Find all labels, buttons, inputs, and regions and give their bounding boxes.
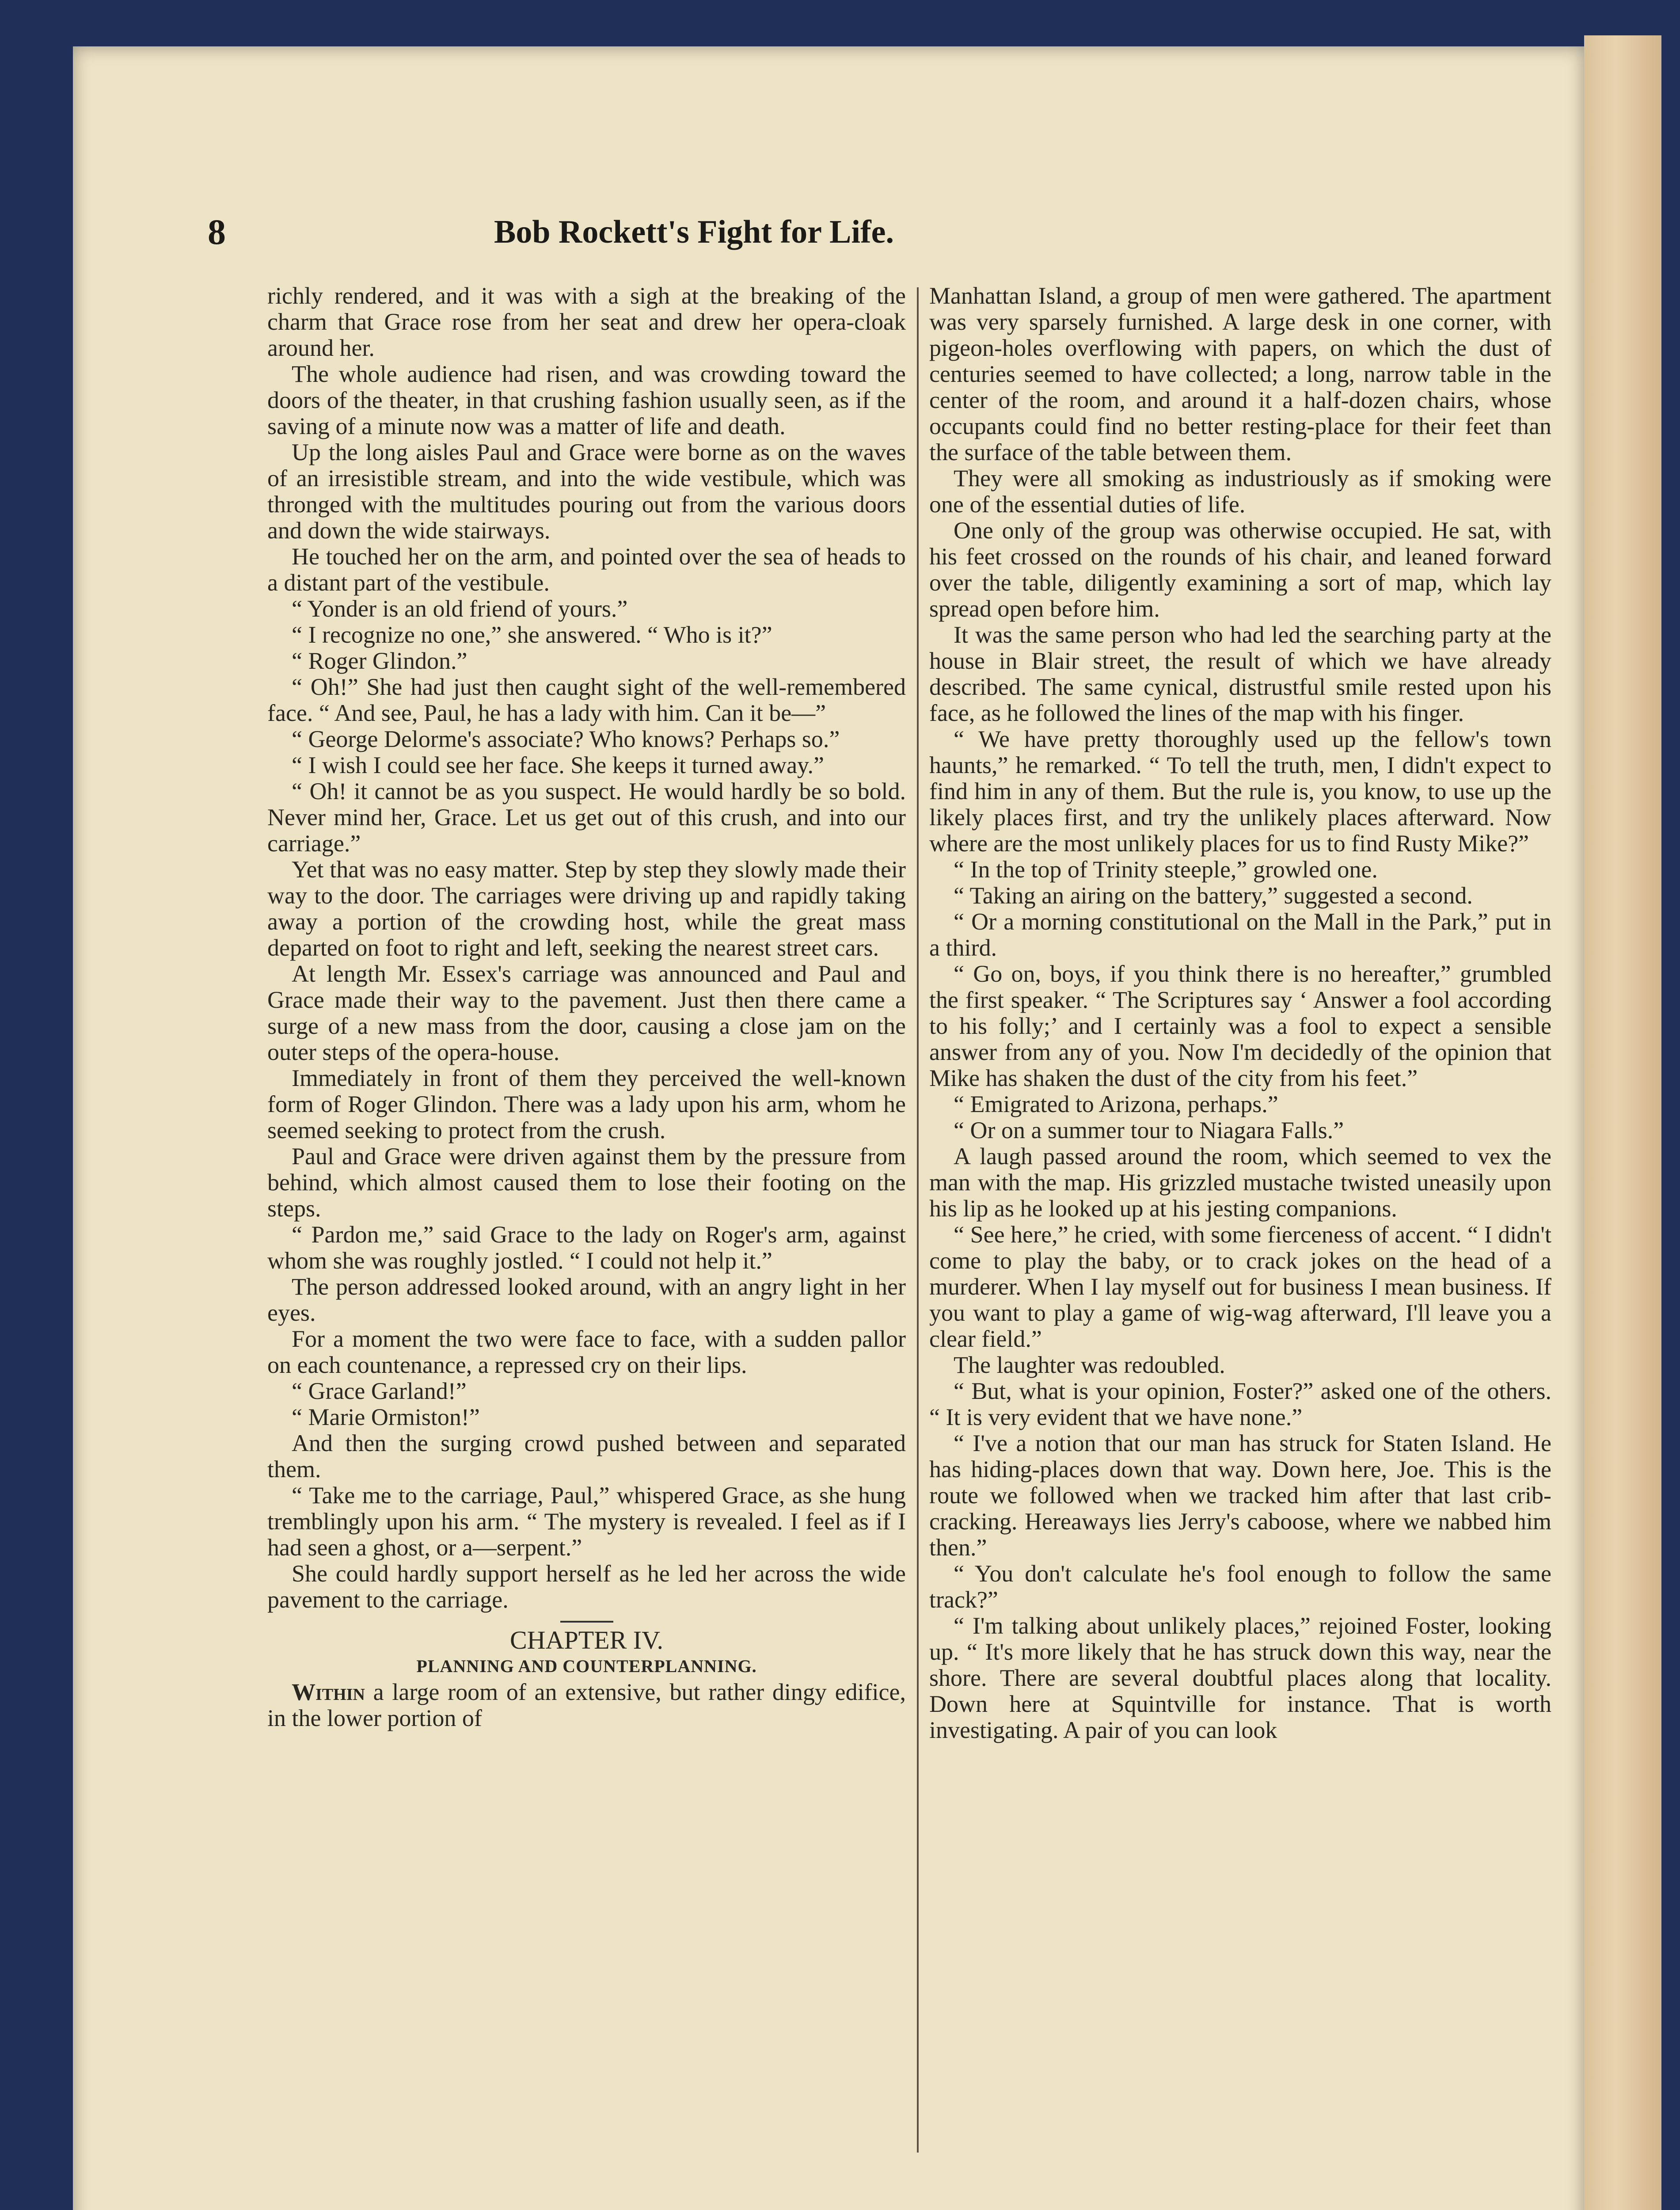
page-header xyxy=(208,199,1189,265)
paragraph: At length Mr. Essex's carriage was announced and Paul and Grace made their way to the pavement. Just then there came a surge of a new mass from the door, causing a close jam on the outer steps of the opera-house. xyxy=(267,960,906,1065)
paragraph: Immediately in front of them they perceived the well-known form of Roger Glindon. There was a lady upon his arm, whom he seemed seeking to protect from the crush. xyxy=(267,1065,906,1143)
paragraph: “ You don't calculate he's fool enough to follow the same track?” xyxy=(929,1560,1551,1613)
paragraph: It was the same person who had led the searching party at the house in Blair street, the result of which we have already described. The same cynical, distrustful smile rested upon his face, as he followed the lines of the map with his finger. xyxy=(929,621,1551,726)
paragraph: The whole audience had risen, and was crowding toward the doors of the theater, in that crushing fashion usually seen, as if the saving of a minute now was a matter of life and death. xyxy=(267,361,906,439)
paragraph: Up the long aisles Paul and Grace were borne as on the waves of an irresistible stream, and into the wide vestibule, which was thronged with the multitudes pouring out from the various doors and down the wide stairways. xyxy=(267,439,906,544)
paragraph: “ George Delorme's associate? Who knows? Perhaps so.” xyxy=(292,726,840,752)
paragraph: “ Taking an airing on the battery,” suggested a second. xyxy=(954,882,1473,909)
page-edge xyxy=(1584,35,1661,2210)
paragraph: “ I wish I could see her face. She keeps it turned away.” xyxy=(292,752,825,778)
paragraph: “ But, what is your opinion, Foster?” asked one of the others. “ It is very evident that we have none.” xyxy=(929,1378,1551,1430)
left-column xyxy=(267,283,906,2183)
paragraph: richly rendered, and it was with a sigh at the breaking of the charm that Grace rose from her seat and drew her opera-cloak around her. xyxy=(267,283,906,361)
paragraph: “ Or a morning constitutional on the Mall in the Park,” put in a third. xyxy=(929,908,1551,961)
chapter-title: CHAPTER IV. xyxy=(510,1626,663,1654)
paragraph: Manhattan Island, a group of men were gathered. The apartment was very sparsely furnished. A large desk in one corner, with pigeon-holes overflowing with papers, on which the dust of centuries seemed to have collected; a long, narrow table in the center of the room, and around it a half-dozen chairs, whose occupants could find no better resting-place for their feet than the surface of the table between them. xyxy=(929,283,1551,465)
paragraph: “ Oh! it cannot be as you suspect. He would hardly be so bold. Never mind her, Grace. Let us get out of this crush, and into our carriage.” xyxy=(267,778,906,857)
paragraph: “ I'm talking about unlikely places,” rejoined Foster, looking up. “ It's more likely that he has struck down this way, near the shore. There are several doubtful places along that locality. Down here at Squintville for instance. That is worth investigating. A pair of you can look xyxy=(929,1612,1551,1743)
paragraph: “ I recognize no one,” she answered. “ Who is it?” xyxy=(292,621,772,648)
running-title: Bob Rockett's Fight for Life. xyxy=(494,213,894,250)
chapter-opening-text: a large room of an extensive, but rather dingy edifice, in the lower portion of xyxy=(267,1679,906,1731)
paragraph: “ Emigrated to Arizona, perhaps.” xyxy=(954,1091,1278,1117)
paragraph: For a moment the two were face to face, with a sudden pallor on each countenance, a repressed cry on their lips. xyxy=(267,1326,906,1378)
right-column xyxy=(929,283,1551,2183)
paragraph: “ See here,” he cried, with some fierceness of accent. “ I didn't come to play the baby, or to crack jokes on the head of a murderer. When I lay myself out for business I mean business. If you want to play a game of wig-wag afterward, I'll leave you a clear field.” xyxy=(929,1221,1551,1352)
paragraph: “ Pardon me,” said Grace to the lady on Roger's arm, against whom she was roughly jostled. “ I could not help it.” xyxy=(267,1221,906,1274)
paragraph: He touched her on the arm, and pointed over the sea of heads to a distant part of the vestibule. xyxy=(267,543,906,596)
paragraph: The laughter was redoubled. xyxy=(954,1352,1225,1378)
chapter-opening xyxy=(267,1679,906,1731)
paragraph: A laugh passed around the room, which seemed to vex the man with the map. His grizzled mustache twisted uneasily upon his lip as he looked up at his jesting companions. xyxy=(929,1143,1551,1222)
paragraph: “ Oh!” She had just then caught sight of the well-remembered face. “ And see, Paul, he has a lady with him. Can it be—” xyxy=(267,674,906,726)
paragraph: “ Go on, boys, if you think there is no hereafter,” grumbled the first speaker. “ The Scriptures say ‘ Answer a fool according to his folly;’ and I certainly was a fool to expect a sensible answer from any of you. Now I'm decidedly of the opinion that Mike has shaken the dust of the city from his feet.” xyxy=(929,960,1551,1091)
paragraph: She could hardly support herself as he led her across the wide pavement to the carriage. xyxy=(267,1560,906,1613)
paragraph: “ Marie Ormiston!” xyxy=(292,1404,480,1430)
paragraph: “ Roger Glindon.” xyxy=(292,648,468,674)
chapter-divider xyxy=(560,1621,613,1623)
chapter-subtitle: PLANNING AND COUNTERPLANNING. xyxy=(416,1656,757,1676)
paragraph: Yet that was no easy matter. Step by step they slowly made their way to the door. The carriages were driving up and rapidly taking away a portion of the crowding host, while the great mass departed on foot to right and left, seeking the nearest street cars. xyxy=(267,856,906,961)
paragraph: “ I've a notion that our man has struck for Staten Island. He has hiding-places down that way. Down here, Joe. This is the route we followed when we tracked him after that last crib-cracking. Hereaways lies Jerry's caboose, where we nabbed him then.” xyxy=(929,1430,1551,1561)
paragraph: “ Or on a summer tour to Niagara Falls.” xyxy=(954,1117,1344,1143)
chapter-first-word: Within xyxy=(292,1679,365,1705)
column-rule xyxy=(917,287,919,2153)
paragraph: “ We have pretty thoroughly used up the fellow's town haunts,” he remarked. “ To tell the truth, men, I didn't expect to find him in any of them. But the rule is, you know, to use up the likely places first, and try the unlikely places afterward. Now where are the most unlikely places for us to find Rusty Mike?” xyxy=(929,726,1551,857)
paragraph: “ Yonder is an old friend of yours.” xyxy=(292,595,628,622)
paragraph: “ Grace Garland!” xyxy=(292,1378,467,1404)
paragraph: Paul and Grace were driven against them by the pressure from behind, which almost caused them to lose their footing on the steps. xyxy=(267,1143,906,1222)
paragraph: One only of the group was otherwise occupied. He sat, with his feet crossed on the rounds of his chair, and leaned forward over the table, diligently examining a sort of map, which lay spread open before him. xyxy=(929,517,1551,622)
paragraph: The person addressed looked around, with an angry light in her eyes. xyxy=(267,1273,906,1326)
paragraph: “ Take me to the carriage, Paul,” whispered Grace, as she hung tremblingly upon his arm. “ The mystery is revealed. I feel as if I had seen a ghost, or a—serpent.” xyxy=(267,1482,906,1561)
page-number: 8 xyxy=(208,212,226,252)
paragraph: “ In the top of Trinity steeple,” growled one. xyxy=(954,856,1378,883)
paragraph: They were all smoking as industriously as if smoking were one of the essential duties of life. xyxy=(929,465,1551,518)
paragraph: And then the surging crowd pushed between and separated them. xyxy=(267,1430,906,1482)
